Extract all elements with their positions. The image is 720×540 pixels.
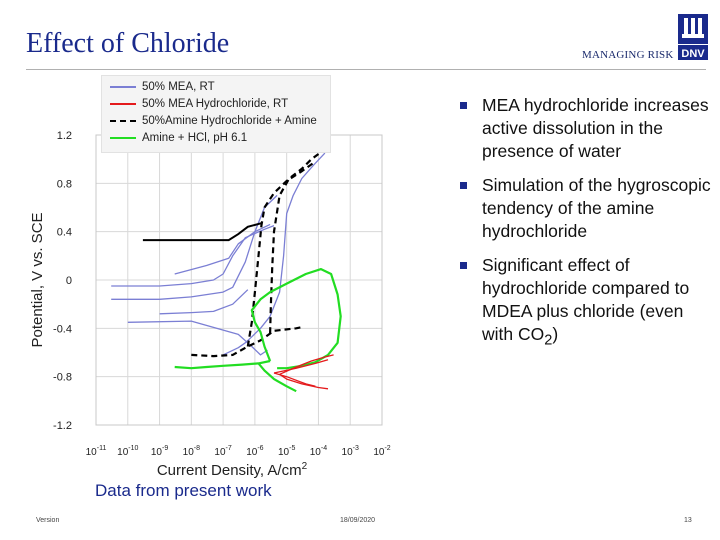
x-tick-label: $10^{-5}$ xyxy=(277,445,296,458)
y-tick-label: 0.4 xyxy=(56,226,72,239)
series-curve xyxy=(111,226,274,286)
legend-label: 50% MEA Hydrochloride, RT xyxy=(142,98,289,110)
chart-caption: Data from present work xyxy=(95,481,272,500)
bullet-subscript: 2 xyxy=(544,332,553,349)
x-tick-label: $10^{-6}$ xyxy=(246,445,264,458)
y-tick-label: 0 xyxy=(65,275,72,287)
dnv-logo xyxy=(678,14,708,60)
bullet-item xyxy=(460,94,712,163)
y-tick-label: -0.8 xyxy=(53,371,72,384)
series-curve xyxy=(160,290,248,314)
bullet-marker xyxy=(460,262,467,269)
y-tick-label: 0.8 xyxy=(56,178,72,191)
legend-label: 50% MEA, RT xyxy=(142,81,215,93)
x-tick-label: $10^{-9}$ xyxy=(150,445,169,458)
series-curve xyxy=(175,361,270,368)
y-tick-label: -1.2 xyxy=(53,420,72,432)
chart-curves xyxy=(111,153,341,391)
bullet-text: Simulation of the hygroscopic tendency of the amine hydrochloride xyxy=(482,175,711,241)
x-tick-label: $10^{-4}$ xyxy=(309,445,328,458)
legend-item xyxy=(110,131,247,145)
chart-grid xyxy=(96,135,382,425)
footer-date: 18/09/2020 xyxy=(340,517,376,524)
x-tick-label: $10^{-7}$ xyxy=(214,445,232,458)
x-axis-label: Current Density, $A/cm^2$ xyxy=(156,461,308,479)
series-curve xyxy=(270,153,320,333)
series-curve xyxy=(274,360,328,373)
bullet-text: Significant effect of hydrochloride compared to MDEA plus chloride (even with CO xyxy=(482,255,690,344)
bullet-item xyxy=(460,174,712,243)
legend-label: Amine + HCl, pH 6.1 xyxy=(142,132,248,144)
y-axis-label: Potential, V vs. SCE xyxy=(29,212,46,348)
legend-item xyxy=(110,80,215,94)
legend-swatch xyxy=(110,86,136,88)
legend-swatch xyxy=(110,137,136,139)
slide-title: Effect of Chloride xyxy=(26,28,230,59)
x-tick-label: $10^{-10}$ xyxy=(117,445,139,458)
series-curve xyxy=(252,269,341,368)
footer-page-number: 13 xyxy=(684,517,692,524)
x-tick-label: $10^{-8}$ xyxy=(182,445,201,458)
bullet-text: MEA hydrochloride increases active dissolution in the presence of water xyxy=(482,95,709,161)
bullet-tail: ) xyxy=(552,324,559,344)
x-tick-label: $10^{-11}$ xyxy=(85,445,107,458)
brand-tagline: MANAGING RISK xyxy=(582,49,674,61)
logo-text: DNV xyxy=(681,48,705,60)
y-axis-ticks xyxy=(53,130,72,432)
y-tick-label: 1.2 xyxy=(56,130,72,142)
bullet-marker xyxy=(460,102,467,109)
footer-version: Version xyxy=(36,517,60,524)
series-curve xyxy=(274,373,315,386)
legend-label: 50%Amine Hydrochloride + Amine xyxy=(142,115,317,127)
legend-swatch xyxy=(110,103,136,105)
x-tick-label: $10^{-2}$ xyxy=(373,445,391,458)
x-axis-ticks xyxy=(86,445,391,458)
x-tick-label: $10^{-3}$ xyxy=(341,445,359,458)
bullet-item xyxy=(460,254,712,353)
legend-item xyxy=(110,114,317,128)
bullet-list xyxy=(460,94,712,364)
y-tick-label: -0.4 xyxy=(53,323,72,336)
series-curve xyxy=(248,162,316,347)
legend-item xyxy=(110,97,288,111)
chart-legend xyxy=(101,75,331,153)
bullet-marker xyxy=(460,182,467,189)
legend-swatch xyxy=(110,120,136,122)
series-curve xyxy=(128,321,268,355)
